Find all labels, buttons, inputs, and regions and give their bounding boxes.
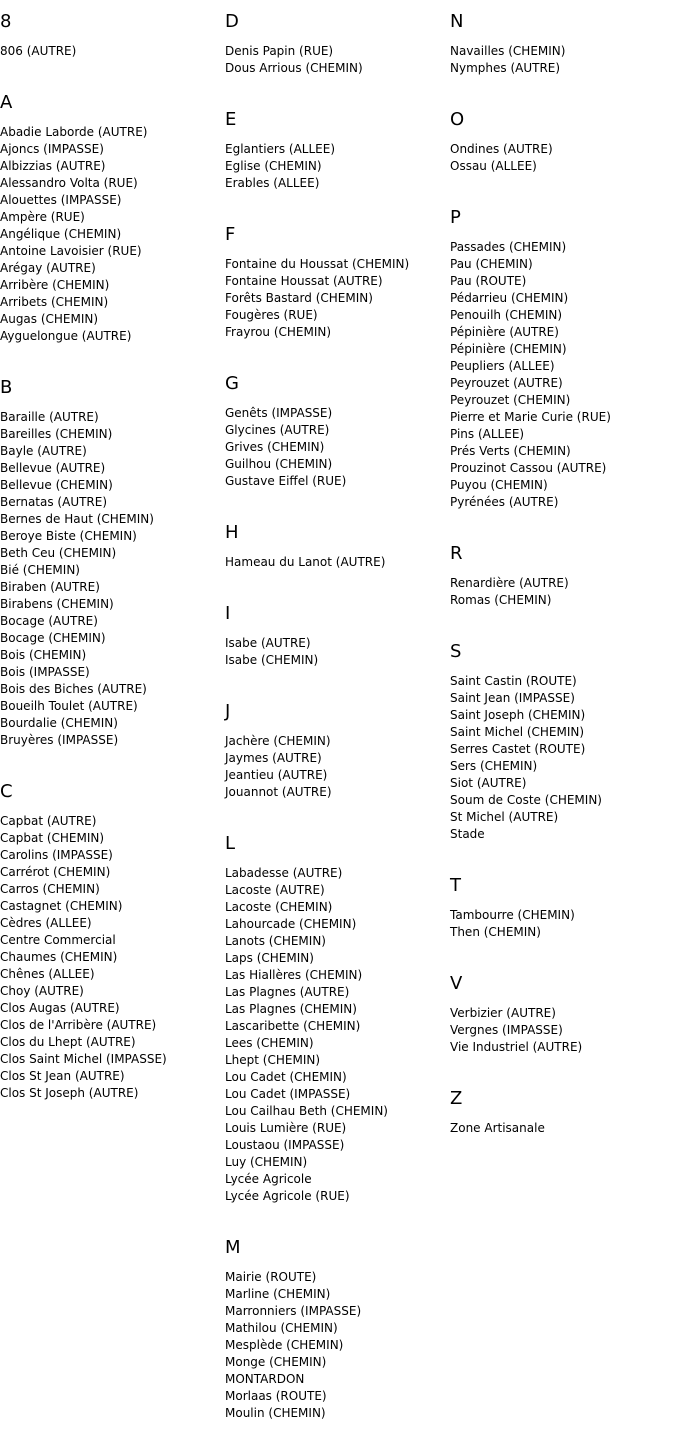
street-link[interactable]: Peyrouzet (AUTRE): [450, 376, 563, 390]
street-link[interactable]: Chênes (ALLEE): [0, 967, 95, 981]
street-link[interactable]: Marronniers (IMPASSE): [225, 1304, 362, 1318]
street-link[interactable]: Morlaas (ROUTE): [225, 1389, 327, 1403]
street-list: [450, 565, 675, 630]
section-letter-heading: J: [225, 701, 231, 722]
letter-section: [450, 864, 675, 962]
street-list: [225, 723, 450, 822]
street-link[interactable]: Capbat (CHEMIN): [0, 831, 105, 845]
street-link[interactable]: Labadesse (AUTRE): [225, 866, 343, 880]
street-list: [0, 114, 225, 366]
street-link[interactable]: Bellevue (AUTRE): [0, 461, 106, 475]
street-link[interactable]: Biraben (AUTRE): [0, 580, 100, 594]
street-link[interactable]: Bernatas (AUTRE): [0, 495, 108, 509]
street-link[interactable]: Isabe (CHEMIN): [225, 653, 319, 667]
letter-section: [0, 366, 225, 770]
street-link[interactable]: Bernes de Haut (CHEMIN): [0, 512, 154, 526]
street-link[interactable]: Gustave Eiffel (RUE): [225, 474, 347, 488]
street-link[interactable]: Castagnet (CHEMIN): [0, 899, 123, 913]
letter-section: [450, 196, 675, 532]
street-link[interactable]: Antoine Lavoisier (RUE): [0, 244, 142, 258]
street-link[interactable]: Lacoste (CHEMIN): [225, 900, 333, 914]
street-list: [225, 131, 450, 213]
street-list: [0, 33, 225, 81]
street-link[interactable]: Ayguelongue (AUTRE): [0, 329, 132, 343]
street-link[interactable]: Carolins (IMPASSE): [0, 848, 113, 862]
street-link[interactable]: Arribère (CHEMIN): [0, 278, 110, 292]
street-link[interactable]: Alouettes (IMPASSE): [0, 193, 122, 207]
street-link[interactable]: Nymphes (AUTRE): [450, 61, 561, 75]
street-link[interactable]: Laps (CHEMIN): [225, 951, 314, 965]
street-link[interactable]: Ondines (AUTRE): [450, 142, 553, 156]
letter-section: [225, 822, 450, 1226]
street-link[interactable]: Lycée Agricole: [225, 1172, 312, 1186]
street-link[interactable]: Jaymes (AUTRE): [225, 751, 322, 765]
street-link[interactable]: Bois des Biches (AUTRE): [0, 682, 147, 696]
street-link[interactable]: Vergnes (IMPASSE): [450, 1023, 563, 1037]
section-letter-heading: P: [450, 207, 461, 228]
section-letter-heading: M: [225, 1237, 241, 1258]
street-link[interactable]: Guilhou (CHEMIN): [225, 457, 333, 471]
street-link[interactable]: Puyou (CHEMIN): [450, 478, 548, 492]
street-link[interactable]: Louis Lumière (RUE): [225, 1121, 347, 1135]
section-letter-heading: H: [225, 522, 239, 543]
street-link[interactable]: Fontaine Houssat (AUTRE): [225, 274, 383, 288]
street-link[interactable]: Navailles (CHEMIN): [450, 44, 566, 58]
street-link[interactable]: Ajoncs (IMPASSE): [0, 142, 104, 156]
street-link[interactable]: Lees (CHEMIN): [225, 1036, 314, 1050]
letter-section: [225, 1226, 450, 1443]
street-link[interactable]: Mairie (ROUTE): [225, 1270, 317, 1284]
letter-section: [0, 81, 225, 366]
street-link[interactable]: Capbat (AUTRE): [0, 814, 97, 828]
street-link[interactable]: Lanots (CHEMIN): [225, 934, 326, 948]
street-list: [450, 1110, 675, 1158]
street-link[interactable]: Clos Saint Michel (IMPASSE): [0, 1052, 167, 1066]
letter-section: [225, 98, 450, 213]
street-link[interactable]: Prouzinot Cassou (AUTRE): [450, 461, 607, 475]
street-link[interactable]: Bayle (AUTRE): [0, 444, 87, 458]
street-list: [225, 33, 450, 98]
street-link[interactable]: Bellevue (CHEMIN): [0, 478, 113, 492]
street-list: [0, 803, 225, 1123]
letter-section: [225, 511, 450, 592]
street-link[interactable]: Beroye Biste (CHEMIN): [0, 529, 137, 543]
street-link[interactable]: Prés Verts (CHEMIN): [450, 444, 571, 458]
section-letter-heading: F: [225, 224, 236, 245]
street-link[interactable]: Bruyères (IMPASSE): [0, 733, 119, 747]
street-link[interactable]: 806 (AUTRE): [0, 44, 77, 58]
street-link[interactable]: Bourdalie (CHEMIN): [0, 716, 118, 730]
street-link[interactable]: Dous Arrious (CHEMIN): [225, 61, 363, 75]
street-link[interactable]: Romas (CHEMIN): [450, 593, 552, 607]
street-link[interactable]: Loustaou (IMPASSE): [225, 1138, 345, 1152]
street-list: [450, 995, 675, 1077]
street-link[interactable]: St Michel (AUTRE): [450, 810, 559, 824]
street-link[interactable]: Penouilh (CHEMIN): [450, 308, 563, 322]
street-link[interactable]: Lhept (CHEMIN): [225, 1053, 321, 1067]
street-link[interactable]: Pépinière (AUTRE): [450, 325, 559, 339]
street-list: [450, 33, 675, 98]
street-link[interactable]: Alessandro Volta (RUE): [0, 176, 138, 190]
street-link[interactable]: Fougères (RUE): [225, 308, 318, 322]
street-link[interactable]: Pyrénées (AUTRE): [450, 495, 559, 509]
street-link[interactable]: Pau (CHEMIN): [450, 257, 533, 271]
street-link[interactable]: Forêts Bastard (CHEMIN): [225, 291, 373, 305]
street-link[interactable]: Peyrouzet (CHEMIN): [450, 393, 571, 407]
street-link[interactable]: Boueilh Toulet (AUTRE): [0, 699, 138, 713]
section-letter-heading: C: [0, 781, 13, 802]
street-link[interactable]: Arégay (AUTRE): [0, 261, 96, 275]
street-link[interactable]: Augas (CHEMIN): [0, 312, 99, 326]
street-link[interactable]: Bocage (AUTRE): [0, 614, 98, 628]
street-link[interactable]: Saint Michel (CHEMIN): [450, 725, 585, 739]
section-letter-heading: L: [225, 833, 236, 854]
street-link[interactable]: Las Plagnes (CHEMIN): [225, 1002, 357, 1016]
section-letter-heading: A: [0, 92, 13, 113]
street-link[interactable]: Centre Commercial: [0, 933, 116, 947]
section-letter-heading: I: [225, 603, 231, 624]
street-link[interactable]: Saint Castin (ROUTE): [450, 674, 577, 688]
street-link[interactable]: Ampère (RUE): [0, 210, 85, 224]
street-link[interactable]: Clos St Joseph (AUTRE): [0, 1086, 139, 1100]
street-list: [225, 855, 450, 1226]
street-link[interactable]: Grives (CHEMIN): [225, 440, 325, 454]
street-link[interactable]: Saint Joseph (CHEMIN): [450, 708, 586, 722]
street-link[interactable]: Eglise (CHEMIN): [225, 159, 322, 173]
street-link[interactable]: Lacoste (AUTRE): [225, 883, 325, 897]
street-list: [450, 663, 675, 864]
street-link[interactable]: Bié (CHEMIN): [0, 563, 80, 577]
street-link[interactable]: Pépinière (CHEMIN): [450, 342, 567, 356]
section-letter-heading: V: [450, 973, 463, 994]
street-list: [450, 131, 675, 196]
street-link[interactable]: Monge (CHEMIN): [225, 1355, 327, 1369]
section-letter-heading: T: [450, 875, 461, 896]
street-link[interactable]: Birabens (CHEMIN): [0, 597, 114, 611]
street-link[interactable]: Renardière (AUTRE): [450, 576, 569, 590]
section-letter-heading: N: [450, 11, 464, 32]
street-link[interactable]: Lou Cadet (IMPASSE): [225, 1087, 351, 1101]
street-list: [450, 897, 675, 962]
street-link[interactable]: Vie Industriel (AUTRE): [450, 1040, 583, 1054]
street-link[interactable]: Pédarrieu (CHEMIN): [450, 291, 569, 305]
street-link[interactable]: Bois (CHEMIN): [0, 648, 87, 662]
letter-section: [225, 213, 450, 362]
street-link[interactable]: Lahourcade (CHEMIN): [225, 917, 357, 931]
street-link[interactable]: Las Hiallères (CHEMIN): [225, 968, 363, 982]
street-link[interactable]: Carrérot (CHEMIN): [0, 865, 111, 879]
street-link[interactable]: Choy (AUTRE): [0, 984, 84, 998]
street-link[interactable]: Denis Papin (RUE): [225, 44, 334, 58]
street-link[interactable]: Cèdres (ALLEE): [0, 916, 92, 930]
street-link[interactable]: Lou Cailhau Beth (CHEMIN): [225, 1104, 388, 1118]
street-link[interactable]: Clos St Jean (AUTRE): [0, 1069, 125, 1083]
letter-section: [450, 962, 675, 1077]
street-link[interactable]: Tambourre (CHEMIN): [450, 908, 575, 922]
street-index-column-1: [0, 0, 225, 1123]
street-link[interactable]: Erables (ALLEE): [225, 176, 320, 190]
street-link[interactable]: Pau (ROUTE): [450, 274, 527, 288]
street-link[interactable]: Beth Ceu (CHEMIN): [0, 546, 117, 560]
street-link[interactable]: Clos de l'Arribère (AUTRE): [0, 1018, 157, 1032]
street-link[interactable]: Lascaribette (CHEMIN): [225, 1019, 361, 1033]
section-letter-heading: O: [450, 109, 465, 130]
street-link[interactable]: Frayrou (CHEMIN): [225, 325, 332, 339]
street-link[interactable]: Peupliers (ALLEE): [450, 359, 555, 373]
street-link[interactable]: MONTARDON: [225, 1372, 305, 1386]
street-link[interactable]: Verbizier (AUTRE): [450, 1006, 556, 1020]
street-index-column-3: [450, 0, 675, 1158]
street-link[interactable]: Marline (CHEMIN): [225, 1287, 331, 1301]
street-link[interactable]: Bois (IMPASSE): [0, 665, 90, 679]
street-link[interactable]: Arribets (CHEMIN): [0, 295, 109, 309]
street-link[interactable]: Albizzias (AUTRE): [0, 159, 106, 173]
street-link[interactable]: Fontaine du Houssat (CHEMIN): [225, 257, 410, 271]
letter-section: [450, 1077, 675, 1158]
street-link[interactable]: Genêts (IMPASSE): [225, 406, 333, 420]
street-link[interactable]: Angélique (CHEMIN): [0, 227, 122, 241]
street-link[interactable]: Jeantieu (AUTRE): [225, 768, 328, 782]
section-letter-heading: S: [450, 641, 462, 662]
letter-section: [450, 98, 675, 196]
section-letter-heading: Z: [450, 1088, 463, 1109]
street-link[interactable]: Zone Artisanale: [450, 1121, 545, 1135]
street-list: [0, 399, 225, 770]
section-letter-heading: E: [225, 109, 237, 130]
letter-section: [450, 0, 675, 98]
street-link[interactable]: Isabe (AUTRE): [225, 636, 311, 650]
street-link[interactable]: Ossau (ALLEE): [450, 159, 537, 173]
section-letter-heading: G: [225, 373, 239, 394]
street-link[interactable]: Jouannot (AUTRE): [225, 785, 332, 799]
street-link[interactable]: Baraille (AUTRE): [0, 410, 99, 424]
street-index-column-2: [225, 0, 450, 1443]
letter-section: [225, 362, 450, 511]
street-link[interactable]: Serres Castet (ROUTE): [450, 742, 586, 756]
street-link[interactable]: Bocage (CHEMIN): [0, 631, 106, 645]
section-letter-heading: R: [450, 543, 463, 564]
section-letter-heading: D: [225, 11, 239, 32]
letter-section: [450, 630, 675, 864]
street-link[interactable]: Lycée Agricole (RUE): [225, 1189, 350, 1203]
letter-section: [450, 532, 675, 630]
section-letter-heading: B: [0, 377, 13, 398]
letter-section: [225, 592, 450, 690]
street-link[interactable]: Pierre et Marie Curie (RUE): [450, 410, 611, 424]
street-link[interactable]: Glycines (AUTRE): [225, 423, 330, 437]
street-link[interactable]: Clos Augas (AUTRE): [0, 1001, 120, 1015]
street-link[interactable]: Chaumes (CHEMIN): [0, 950, 118, 964]
letter-section: [225, 690, 450, 822]
street-link[interactable]: Soum de Coste (CHEMIN): [450, 793, 602, 807]
street-list: [225, 1259, 450, 1443]
street-link[interactable]: Las Plagnes (AUTRE): [225, 985, 350, 999]
street-list: [225, 544, 450, 592]
street-link[interactable]: Hameau du Lanot (AUTRE): [225, 555, 386, 569]
street-link[interactable]: Then (CHEMIN): [450, 925, 541, 939]
street-link[interactable]: Mathilou (CHEMIN): [225, 1321, 338, 1335]
street-link[interactable]: Eglantiers (ALLEE): [225, 142, 336, 156]
letter-section: [225, 0, 450, 98]
street-link[interactable]: Saint Jean (IMPASSE): [450, 691, 575, 705]
street-link[interactable]: Jachère (CHEMIN): [225, 734, 331, 748]
street-link[interactable]: Sers (CHEMIN): [450, 759, 538, 773]
street-list: [450, 229, 675, 532]
street-link[interactable]: Carros (CHEMIN): [0, 882, 100, 896]
section-letter-heading: 8: [0, 11, 12, 32]
street-list: [225, 246, 450, 362]
street-link[interactable]: Bareilles (CHEMIN): [0, 427, 113, 441]
street-link[interactable]: Luy (CHEMIN): [225, 1155, 308, 1169]
street-link[interactable]: Passades (CHEMIN): [450, 240, 567, 254]
street-link[interactable]: Lou Cadet (CHEMIN): [225, 1070, 347, 1084]
street-link[interactable]: Stade: [450, 827, 485, 841]
letter-section: [0, 770, 225, 1123]
street-link[interactable]: Mesplède (CHEMIN): [225, 1338, 344, 1352]
street-link[interactable]: Clos du Lhept (AUTRE): [0, 1035, 136, 1049]
street-list: [225, 625, 450, 690]
street-link[interactable]: Pins (ALLEE): [450, 427, 525, 441]
street-link[interactable]: Abadie Laborde (AUTRE): [0, 125, 148, 139]
street-link[interactable]: Moulin (CHEMIN): [225, 1406, 326, 1420]
street-link[interactable]: Siot (AUTRE): [450, 776, 527, 790]
letter-section: [0, 0, 225, 81]
street-list: [225, 395, 450, 511]
